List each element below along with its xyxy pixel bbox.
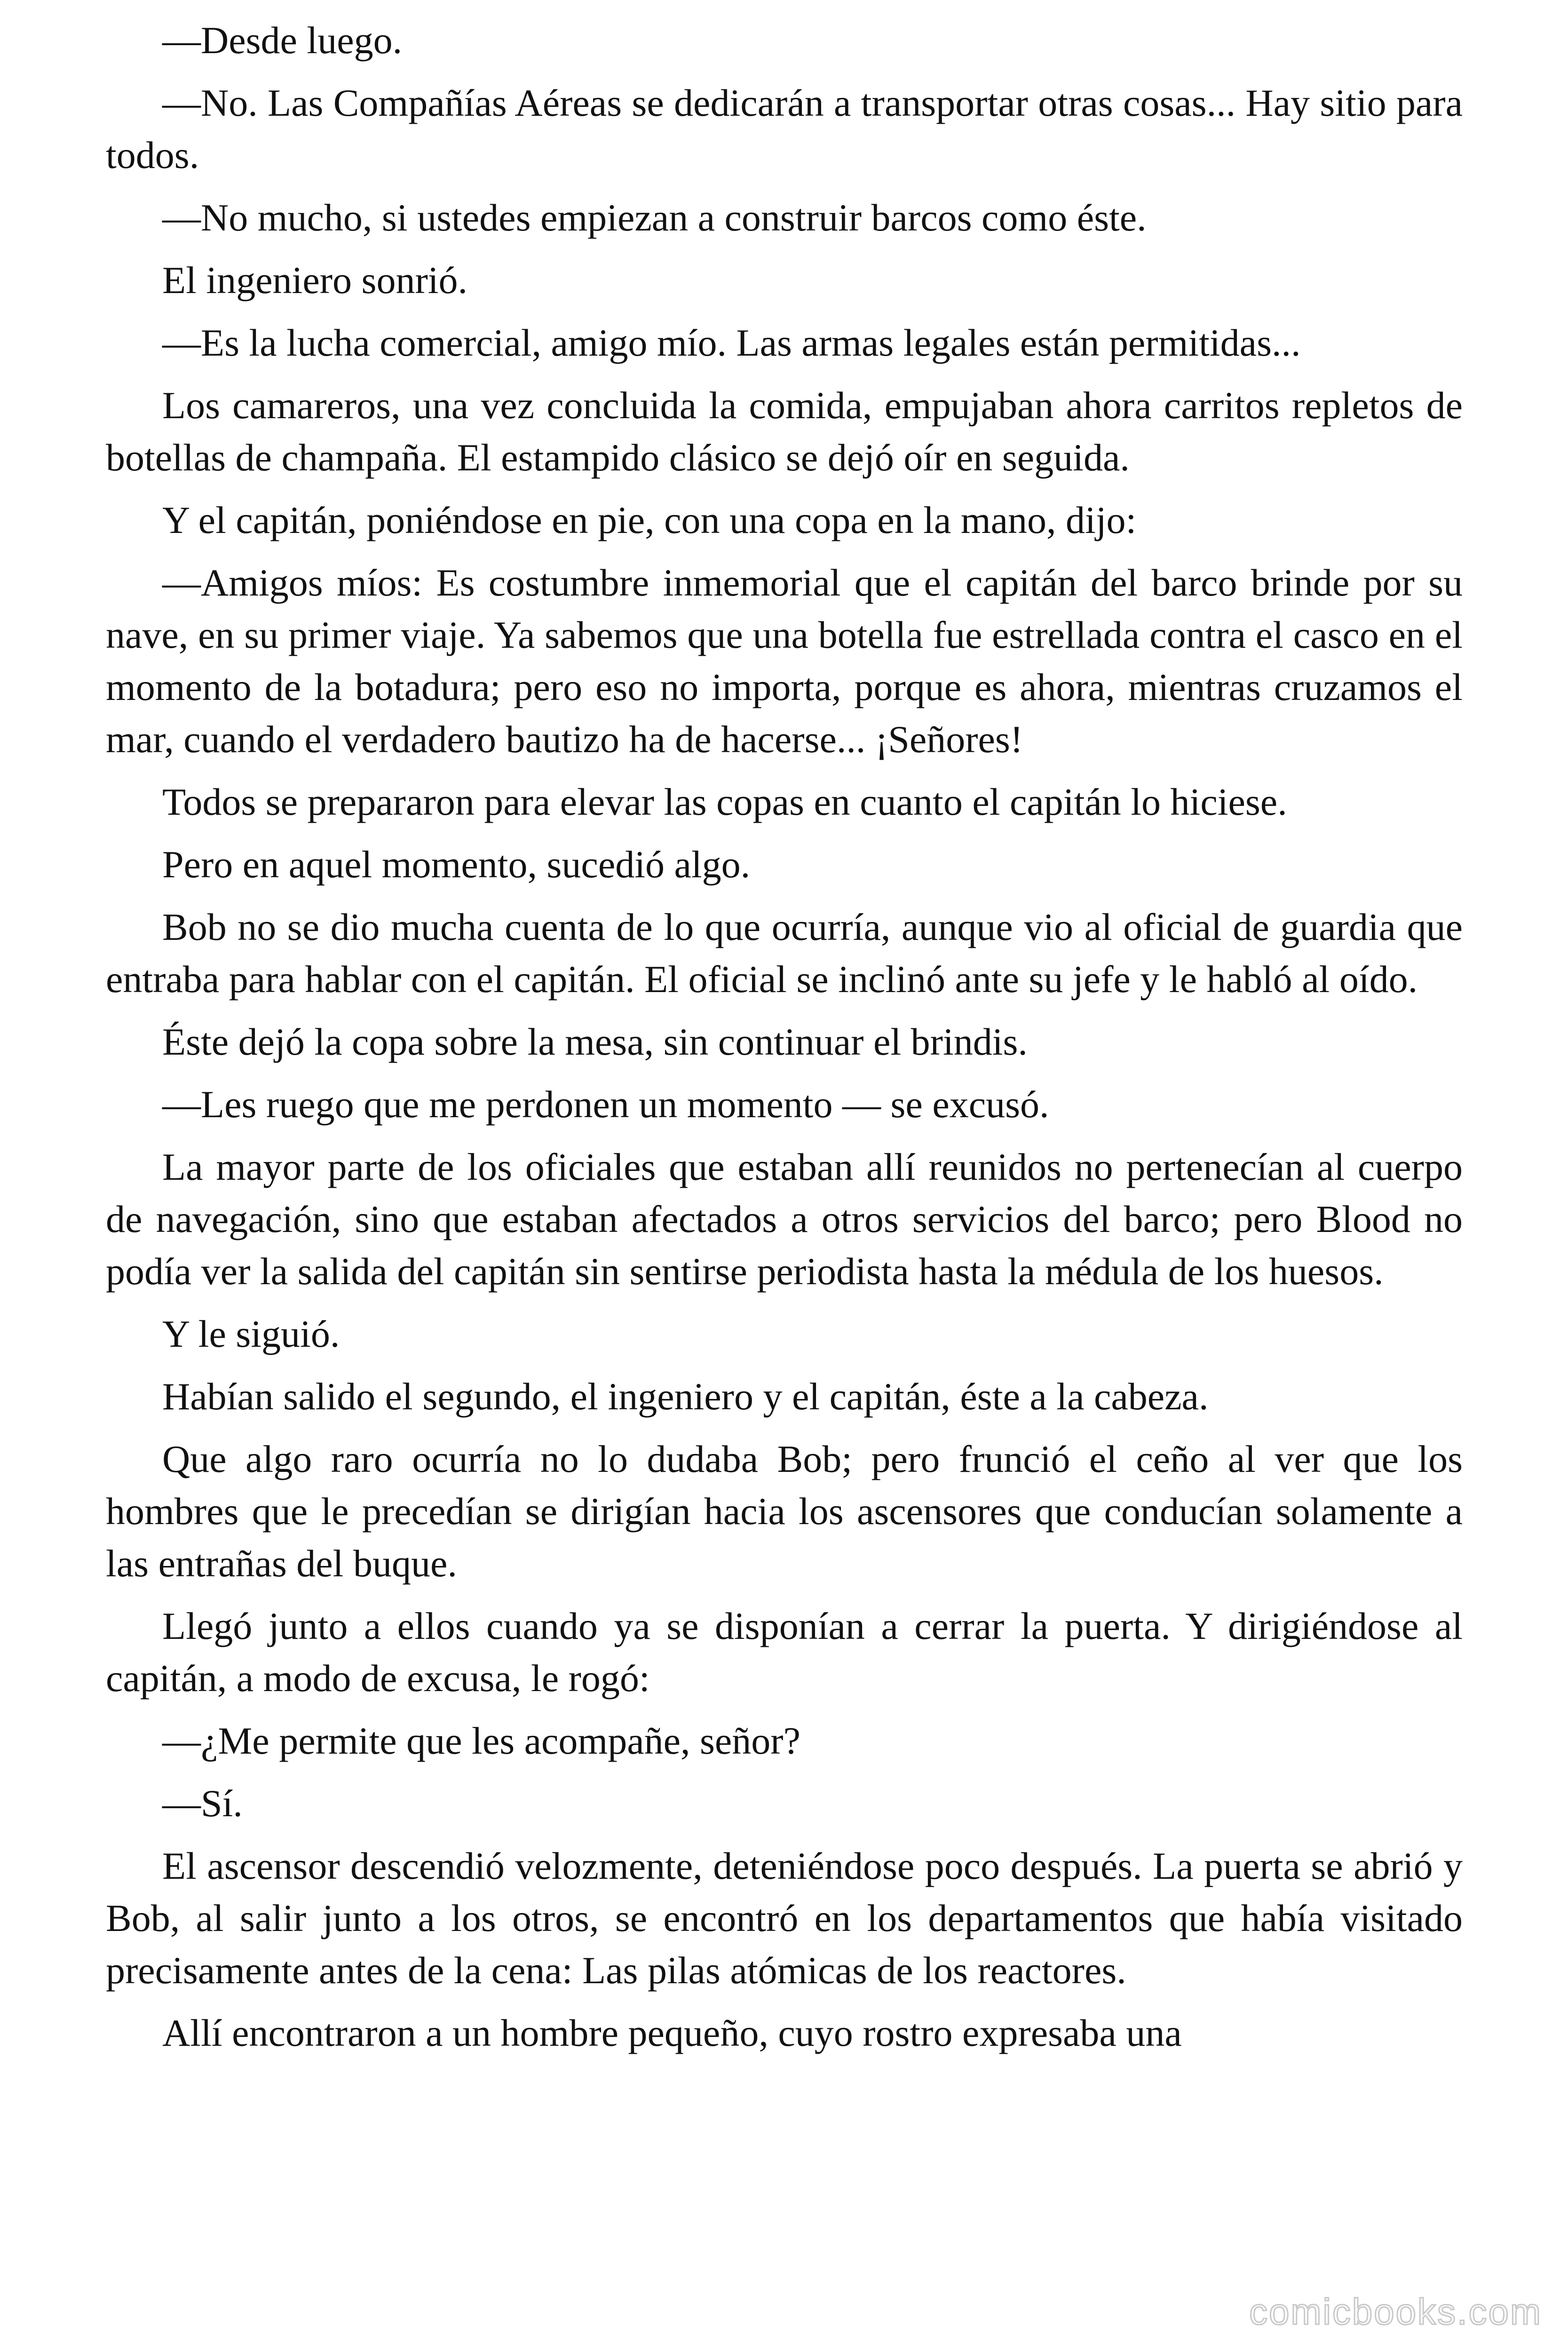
paragraph: —¿Me permite que les acompañe, señor? [162, 1719, 801, 1762]
paragraph: Que algo raro ocurría no lo dudaba Bob; pero frunció el ceño al ver que los hombres que le precedían se dirigían hacia los ascensores que conducían solamente a las entrañas del buque. [106, 1438, 1463, 1585]
watermark: comicbooks.com [1249, 2291, 1542, 2332]
paragraph: El ascensor descendió velozmente, deteniéndose poco después. La puerta se abrió y Bob, al salir junto a los otros, se encontró en los departamentos que había visitado precisamente antes de la cena: Las pilas atómicas de los reactores. [106, 1844, 1463, 1992]
paragraph: Allí encontraron a un hombre pequeño, cuyo rostro expresaba una [162, 2011, 1182, 2054]
paragraph: —No mucho, si ustedes empiezan a construir barcos como éste. [162, 196, 1147, 239]
paragraph: Bob no se dio mucha cuenta de lo que ocurría, aunque vio al oficial de guardia que entraba para hablar con el capitán. El oficial se inclinó ante su jefe y le habló al oído. [106, 906, 1463, 1001]
paragraph: —Les ruego que me perdonen un momento — se excusó. [162, 1083, 1049, 1126]
paragraph: Los camareros, una vez concluida la comida, empujaban ahora carritos repletos de botellas de champaña. El estampido clásico se dejó oír en seguida. [106, 384, 1463, 479]
paragraph: Éste dejó la copa sobre la mesa, sin continuar el brindis. [162, 1020, 1028, 1063]
paragraph: Llegó junto a ellos cuando ya se disponían a cerrar la puerta. Y dirigiéndose al capitán, a modo de excusa, le rogó: [106, 1605, 1463, 1700]
paragraph: —Es la lucha comercial, amigo mío. Las armas legales están permitidas... [162, 321, 1301, 364]
paragraph: Y el capitán, poniéndose en pie, con una copa en la mano, dijo: [162, 499, 1137, 541]
paragraph: —No. Las Compañías Aéreas se dedicarán a transportar otras cosas... Hay sitio para todos. [106, 81, 1463, 176]
paragraph: El ingeniero sonrió. [162, 259, 468, 302]
paragraph: Habían salido el segundo, el ingeniero y el capitán, éste a la cabeza. [162, 1375, 1209, 1418]
paragraph: —Desde luego. [162, 19, 403, 62]
paragraph: La mayor parte de los oficiales que estaban allí reunidos no pertenecían al cuerpo de navegación, sino que estaban afectados a otros servicios del barco; pero Blood no podía ver la salida del capitán sin sentirse periodista hasta la médula de los huesos. [106, 1145, 1463, 1293]
body-text [106, 14, 1463, 2069]
paragraph: —Amigos míos: Es costumbre inmemorial que el capitán del barco brinde por su nave, en su primer viaje. Ya sabemos que una botella fue estrellada contra el casco en el momento de la botadura; pero eso no importa, porque es ahora, mientras cruzamos el mar, cuando el verdadero bautizo ha de hacerse... ¡Señores! [106, 561, 1463, 761]
paragraph: Todos se prepararon para elevar las copas en cuanto el capitán lo hiciese. [162, 780, 1287, 823]
paragraph: Pero en aquel momento, sucedió algo. [162, 843, 751, 886]
paragraph: —Sí. [162, 1782, 243, 1825]
paragraph: Y le siguió. [162, 1312, 340, 1355]
